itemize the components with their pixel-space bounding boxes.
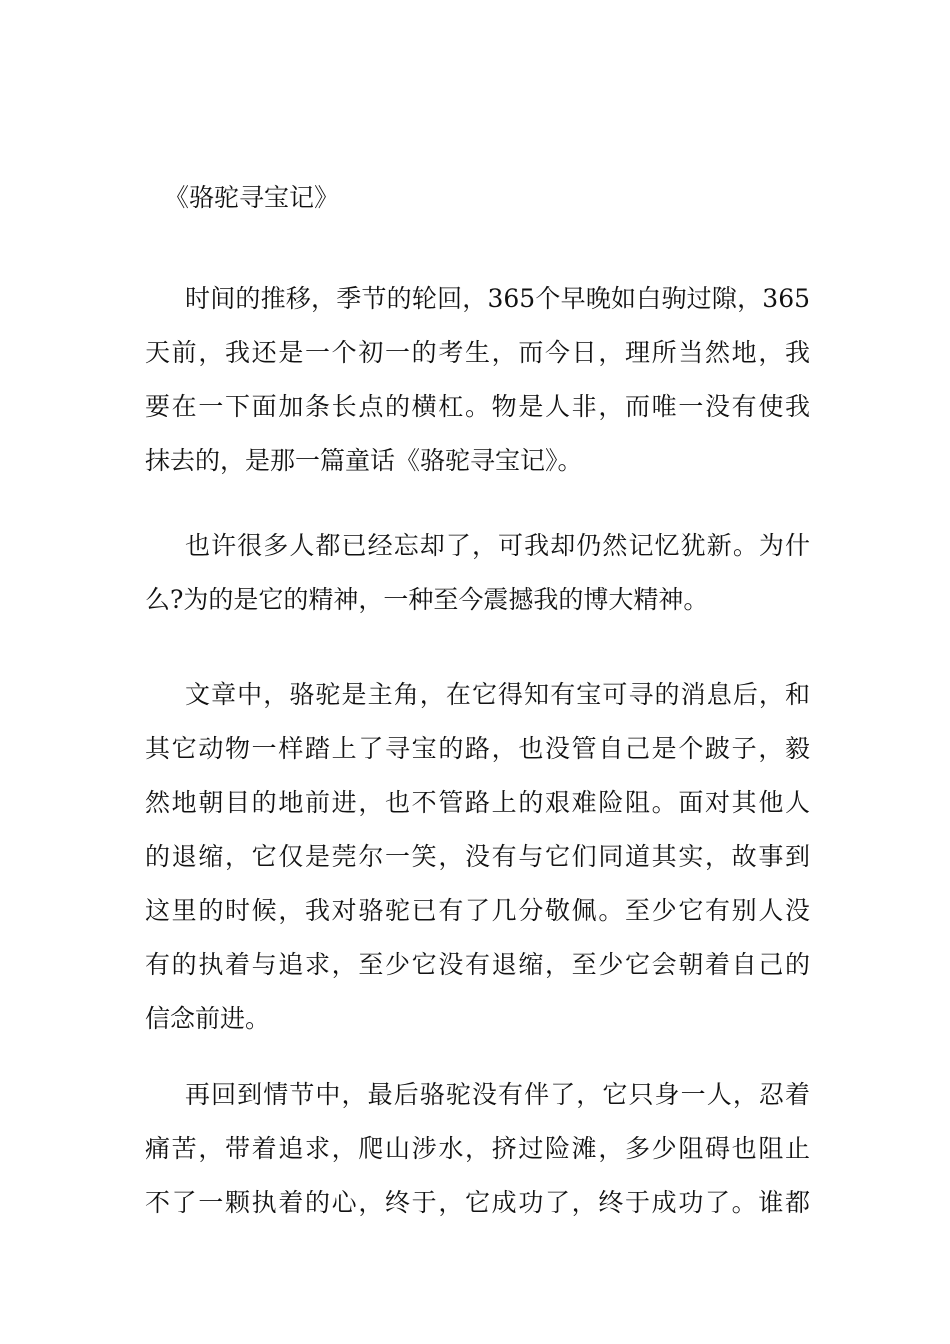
paragraph-line: 再回到情节中，最后骆驼没有伴了，它只身一人，忍着 <box>185 1080 810 1109</box>
document-title: 《骆驼寻宝记》 <box>164 183 340 212</box>
paragraph-4 <box>145 1068 810 1230</box>
paragraph-2 <box>145 519 810 627</box>
paragraph-line: 天前，我还是一个初一的考生，而今日，理所当然地，我 <box>145 338 810 367</box>
paragraph-line: 的退缩，它仅是莞尔一笑，没有与它们同道其实，故事到 <box>145 842 810 871</box>
paragraph-line: 要在一下面加条长点的横杠。物是人非，而唯一没有使我 <box>145 392 810 421</box>
paragraph-line: 然地朝目的地前进，也不管路上的艰难险阻。面对其他人 <box>145 788 810 817</box>
paragraph-3 <box>145 668 810 1046</box>
paragraph-line: 痛苦，带着追求，爬山涉水，挤过险滩，多少阻碍也阻止 <box>145 1134 810 1163</box>
paragraph-line: 也许很多人都已经忘却了，可我却仍然记忆犹新。为什 <box>185 531 810 560</box>
paragraph-line: 么?为的是它的精神，一种至今震撼我的博大精神。 <box>145 585 709 614</box>
paragraph-line: 信念前进。 <box>145 1004 271 1033</box>
paragraph-line: 有的执着与追求，至少它没有退缩，至少它会朝着自己的 <box>145 950 810 979</box>
paragraph-line: 时间的推移，季节的轮回，365个早晚如白驹过隙，365 <box>185 284 810 313</box>
paragraph-1 <box>145 272 810 488</box>
paragraph-line: 其它动物一样踏上了寻宝的路，也没管自己是个跛子，毅 <box>145 734 810 763</box>
paragraph-line: 抹去的，是那一篇童话《骆驼寻宝记》。 <box>145 446 583 475</box>
paragraph-line: 这里的时候，我对骆驼已有了几分敬佩。至少它有别人没 <box>145 896 810 925</box>
paragraph-line: 文章中，骆驼是主角，在它得知有宝可寻的消息后，和 <box>185 680 810 709</box>
paragraph-line: 不了一颗执着的心，终于，它成功了，终于成功了。谁都 <box>145 1188 810 1217</box>
